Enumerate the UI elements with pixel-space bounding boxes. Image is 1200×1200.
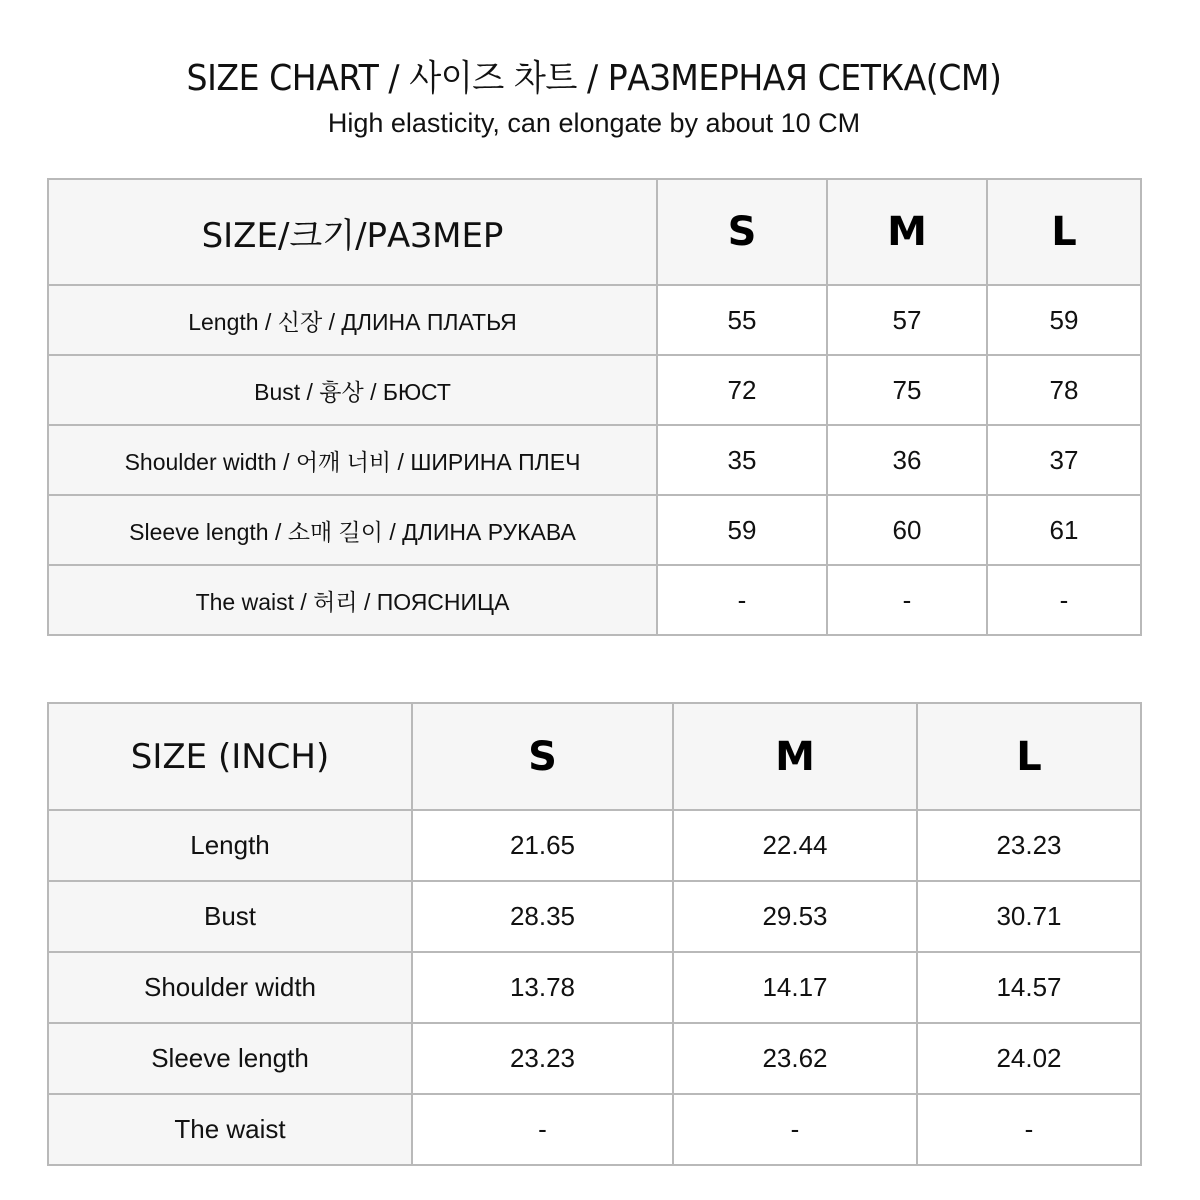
table-row [48,1094,1141,1165]
value-cell: 23.23 [917,810,1141,881]
value-cell: 23.62 [673,1023,917,1094]
size-column-header: SIZE (INCH) [48,703,412,810]
value-cell: 35 [657,425,827,495]
row-label-shoulder-width: Shoulder width / 어깨 너비 / ШИРИНА ПЛЕЧ [48,425,657,495]
value-cell: 24.02 [917,1023,1141,1094]
value-cell: 37 [987,425,1141,495]
table-row [48,285,1141,355]
size-column-header: SIZE/크기/РАЗМЕР [48,179,657,285]
size-header-m: M [673,703,917,810]
row-label-waist: The waist / 허리 / ПОЯСНИЦА [48,565,657,635]
table-header-row [48,179,1141,285]
size-header-l: L [917,703,1141,810]
value-cell: - [657,565,827,635]
table-row [48,952,1141,1023]
value-cell: 78 [987,355,1141,425]
size-header-s: S [657,179,827,285]
value-cell: 59 [657,495,827,565]
table-row [48,565,1141,635]
row-label-length: Length / 신장 / ДЛИНА ПЛАТЬЯ [48,285,657,355]
value-cell: 72 [657,355,827,425]
value-cell: 30.71 [917,881,1141,952]
row-label-waist: The waist [48,1094,412,1165]
row-label-sleeve-length: Sleeve length [48,1023,412,1094]
value-cell: - [987,565,1141,635]
value-cell: 57 [827,285,987,355]
row-label-sleeve-length: Sleeve length / 소매 길이 / ДЛИНА РУКАВА [48,495,657,565]
table-row [48,1023,1141,1094]
size-table-cm [47,178,1142,636]
value-cell: 21.65 [412,810,673,881]
value-cell: - [673,1094,917,1165]
value-cell: 29.53 [673,881,917,952]
value-cell: 75 [827,355,987,425]
value-cell: 60 [827,495,987,565]
value-cell: 28.35 [412,881,673,952]
size-header-l: L [987,179,1141,285]
table-header-row [48,703,1141,810]
value-cell: - [827,565,987,635]
value-cell: - [412,1094,673,1165]
row-label-bust: Bust [48,881,412,952]
row-label-length: Length [48,810,412,881]
table-row [48,425,1141,495]
value-cell: 36 [827,425,987,495]
value-cell: 59 [987,285,1141,355]
table-row [48,810,1141,881]
size-header-m: M [827,179,987,285]
row-label-shoulder-width: Shoulder width [48,952,412,1023]
table-row [48,881,1141,952]
value-cell: - [917,1094,1141,1165]
value-cell: 23.23 [412,1023,673,1094]
row-label-bust: Bust / 흉상 / БЮСТ [48,355,657,425]
page-subtitle: High elasticity, can elongate by about 10 CM [327,108,861,138]
page-title: SIZE CHART / 사이즈 차트 / РАЗМЕРНАЯ СЕТКА(CM) [186,58,1002,99]
value-cell: 55 [657,285,827,355]
value-cell: 22.44 [673,810,917,881]
size-table-inch [47,702,1142,1166]
value-cell: 13.78 [412,952,673,1023]
table-row [48,355,1141,425]
value-cell: 61 [987,495,1141,565]
table-row [48,495,1141,565]
value-cell: 14.57 [917,952,1141,1023]
size-header-s: S [412,703,673,810]
value-cell: 14.17 [673,952,917,1023]
